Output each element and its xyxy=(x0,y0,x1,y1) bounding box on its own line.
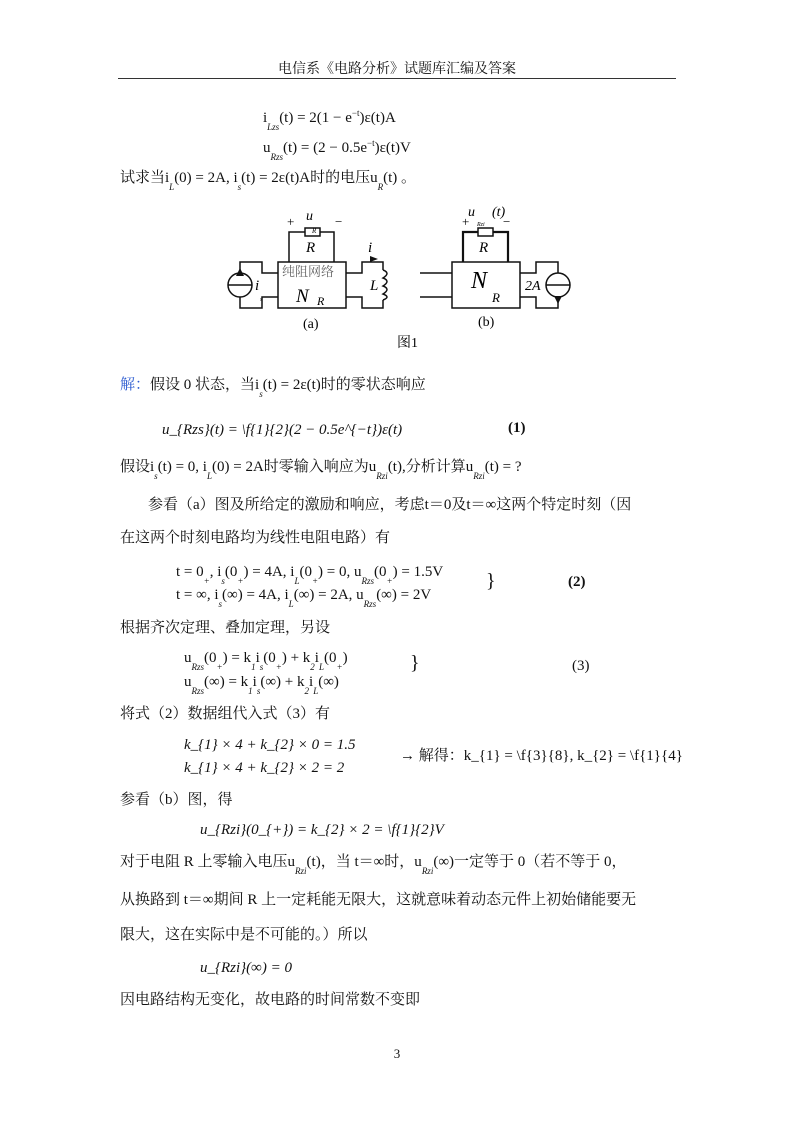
subscript: Rzi xyxy=(473,471,485,481)
solution-label: 解： xyxy=(120,377,151,393)
paragraph-4: 参看（b）图，得 xyxy=(120,792,233,808)
subscript: L xyxy=(318,662,324,672)
solution-intro-text: 假设 0 状态，当$i_s(t) = 2\varepsilon(t)$时的零状态响应 xyxy=(150,377,426,399)
paragraph-5c: 限大，这在实际中是不可能的。）所以 xyxy=(120,927,368,943)
subscript: 1 xyxy=(248,686,253,696)
time-label-b: (t) xyxy=(492,205,506,220)
subscript: s xyxy=(259,662,264,672)
equation-3-number: (3) xyxy=(572,658,590,674)
subscript: L xyxy=(288,599,294,609)
source-current-subscript: s xyxy=(260,297,263,303)
subscript: s xyxy=(237,182,242,192)
paragraph-1: 参看（a）图及所给定的激励和响应，考虑t＝0及t＝∞这两个特定时刻（因 xyxy=(148,497,632,513)
question-text: 试求当$i_L(0) = 2A$, $i_s(t) = 2\varepsilon(t)A$时的电压$u_R(t)$ 。 xyxy=(120,170,416,192)
page-number: 3 xyxy=(393,1046,401,1061)
equation-2-number: (2) xyxy=(568,574,586,590)
subscript: s xyxy=(221,576,225,586)
subscript: Rzi xyxy=(376,471,388,481)
equation-2b: t = ∞, $i_s(\infty) = 4A$, $i_L(\infty) = 2A$, $u_{Rzs}(\infty) = 2V$ xyxy=(176,587,432,609)
paragraph-3: 将式（2）数据组代入式（3）有 xyxy=(120,706,331,722)
subscript: Rzs xyxy=(361,576,375,586)
voltage-subscript: R xyxy=(312,227,317,235)
paragraph-6: 因电路结构无变化，故电路的时间常数不变即 xyxy=(120,992,421,1008)
equation-5: u_{Rzi}(0_{+}) = k_{2} × 2 = \f{1}{2}V xyxy=(200,822,444,838)
minus-sign: − xyxy=(335,214,343,229)
resistor-label-b: R xyxy=(479,240,489,256)
inductor-label: L xyxy=(370,278,379,294)
subscript: s xyxy=(256,686,261,696)
solution-intro xyxy=(120,375,426,404)
subscript: L xyxy=(169,182,175,192)
plus-sign-b: + xyxy=(462,214,470,229)
caption-a: (a) xyxy=(303,317,319,332)
paragraph-5b: 从换路到 t＝∞期间 R 上一定耗能无限大，这就意味着动态元件上初始储能要无 xyxy=(120,892,637,908)
brace: } xyxy=(410,652,420,674)
subscript: Rzs xyxy=(270,152,284,162)
subscript: Rzs xyxy=(363,599,377,609)
voltage-subscript-b: Rzi xyxy=(477,222,485,228)
source-label-b: 2A xyxy=(525,279,541,294)
subscript: Rzi xyxy=(421,866,434,876)
paragraph-2: 根据齐次定理、叠加定理，另设 xyxy=(120,620,331,636)
equation-1: u_{Rzs}(t) = \f{1}{2}(2 − 0.5e^{−t})ε(t) xyxy=(162,422,403,438)
page-header: 电信系《电路分析》试题库汇编及答案 xyxy=(278,62,516,77)
equation-3b: $u_{Rzs}(\infty) = k_1i_s(\infty) + k_2i_L(\infty)$ xyxy=(184,674,339,696)
subscript: 2 xyxy=(304,686,310,696)
equation-4b: k_{1} × 4 + k_{2} × 2 = 2 xyxy=(184,760,345,776)
subscript: Lzs xyxy=(267,122,280,132)
subscript: R xyxy=(377,182,384,192)
network-label: 纯阻网络 xyxy=(282,264,335,279)
network-N: N xyxy=(296,286,309,307)
subscript: L xyxy=(313,686,319,696)
current-label: i xyxy=(368,240,373,256)
subscript: + xyxy=(203,576,210,586)
voltage-label-b: u xyxy=(468,205,475,220)
equation-1-number: (1) xyxy=(508,420,526,436)
subscript: L xyxy=(206,471,212,481)
equation-4-result: → 解得：k_{1} = \f{3}{8}, k_{2} = \f{1}{4} xyxy=(400,748,683,764)
voltage-label: u xyxy=(306,209,313,224)
subscript: + xyxy=(336,662,343,672)
subscript: s xyxy=(154,471,158,481)
subscript: L xyxy=(294,576,300,586)
figure-caption: 图1 xyxy=(397,336,418,351)
source-current-label: i xyxy=(255,278,260,294)
network-subscript-b: R xyxy=(492,290,500,305)
subscript: Rzi xyxy=(295,866,307,876)
equation-3a: $u_{Rzs}(0_+) = k_1i_s(0_+) + k_2i_L(0_+)$ xyxy=(184,650,348,672)
plus-sign: + xyxy=(287,214,295,229)
network-N-b: N xyxy=(471,268,488,294)
equation-6: u_{Rzi}(∞) = 0 xyxy=(200,960,292,976)
header-rule xyxy=(118,78,676,79)
subscript: + xyxy=(386,576,393,586)
subscript: s xyxy=(259,389,263,399)
subscript: 2 xyxy=(310,662,315,672)
caption-b: (b) xyxy=(478,315,495,330)
zero-input-text: 假设$i_s(t) = 0$, $i_L(0) = 2A$时零输入响应为$u_{Rzi}(t)$,分析计算$u_{Rzi}(t)$ = ? xyxy=(120,459,522,481)
subscript: s xyxy=(218,599,223,609)
subscript: + xyxy=(311,576,319,586)
given-voltage: $u_{Rzs}(t) = (2 - 0.5e^{-t})\varepsilon(t)V$ xyxy=(263,138,411,162)
equation-4a: k_{1} × 4 + k_{2} × 0 = 1.5 xyxy=(184,737,356,753)
subscript: + xyxy=(237,576,244,586)
resistor-label: R xyxy=(306,240,316,256)
superscript: −t xyxy=(351,108,360,118)
network-subscript: R xyxy=(317,294,325,308)
subscript: + xyxy=(216,662,223,672)
paragraph-1b: 在这两个时刻电路均为线性电阻电路）有 xyxy=(120,530,391,546)
paragraph-5: 对于电阻 R 上零输入电压$u_{Rzi}(t)$，当 t＝∞时，$u_{Rzi}(\infty)$一定等于 0（若不等于 0， xyxy=(120,854,627,876)
superscript: −t xyxy=(367,138,375,148)
brace: } xyxy=(486,570,496,592)
equation-2a: $t = 0_+$, $i_s(0_+) = 4A$, $i_L(0_+) = 0$, $u_{Rzs}(0_+) = 1.5V$ xyxy=(176,564,444,586)
subscript: Rzs xyxy=(191,686,205,696)
subscript: + xyxy=(275,662,282,672)
given-current: $i_{Lzs}(t) = 2(1 - e^{-t})\varepsilon(t)A$ xyxy=(263,108,396,132)
minus-sign-b: − xyxy=(503,214,511,229)
subscript: Rzs xyxy=(191,662,205,672)
circuit-figure xyxy=(220,200,600,360)
subscript: 1 xyxy=(251,662,256,672)
